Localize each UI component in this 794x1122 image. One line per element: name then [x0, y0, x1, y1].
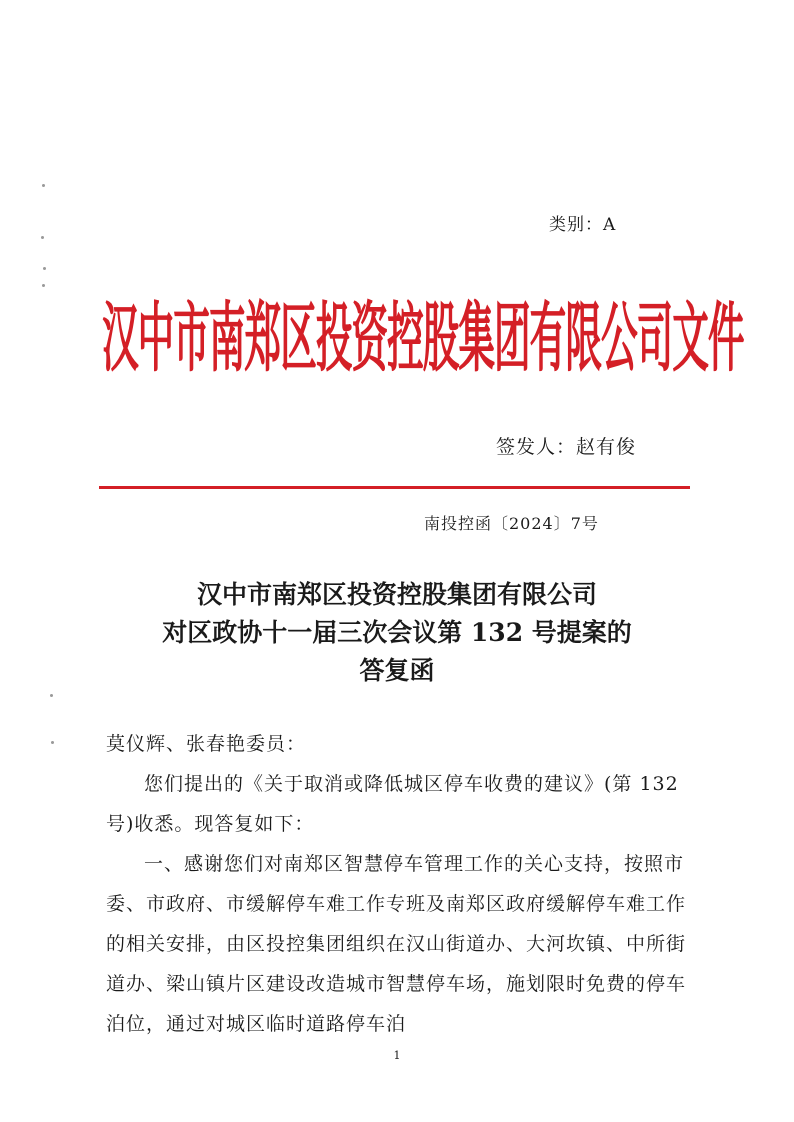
letter-body [106, 724, 696, 1044]
issuer-line: 签发人：赵有俊 [496, 436, 637, 458]
page-number: 1 [393, 1049, 401, 1062]
body-paragraph-1: 您们提出的《关于取消或降低城区停车收费的建议》(第 132 号)收悉。现答复如下： [106, 773, 679, 835]
red-divider-rule [99, 486, 690, 489]
scan-speck [42, 284, 45, 287]
letter-title-line-1: 汉中市南郑区投资控股集团有限公司 [196, 580, 597, 609]
document-red-title: 汉中市南郑区投资控股集团有限公司文件 [102, 294, 744, 383]
body-paragraph-2: 一、感谢您们对南郑区智慧停车管理工作的关心支持，按照市委、市政府、市缓解停车难工作专班及南郑区政府缓解停车难工作的相关安排，由区投控集团组织在汉山街道办、大河坎镇、中所街道办、梁山镇片区建设改造城市智慧停车场，施划限时免费的停车泊位，通过对城区临时道路停车泊 [106, 853, 687, 1035]
scan-speck [42, 184, 45, 187]
scan-speck [41, 236, 44, 239]
letter-title [100, 576, 694, 690]
scan-speck [51, 741, 54, 744]
letter-title-line-2: 对区政协十一届三次会议第 132 号提案的 [162, 618, 632, 647]
letter-title-line-3: 答复函 [359, 656, 435, 685]
scan-speck [50, 694, 53, 697]
category-label: 类别：A [549, 215, 617, 235]
salutation: 莫仪辉、张春艳委员： [106, 733, 307, 755]
scan-speck [43, 267, 46, 270]
document-number: 南投控函〔2024〕7号 [424, 514, 599, 533]
